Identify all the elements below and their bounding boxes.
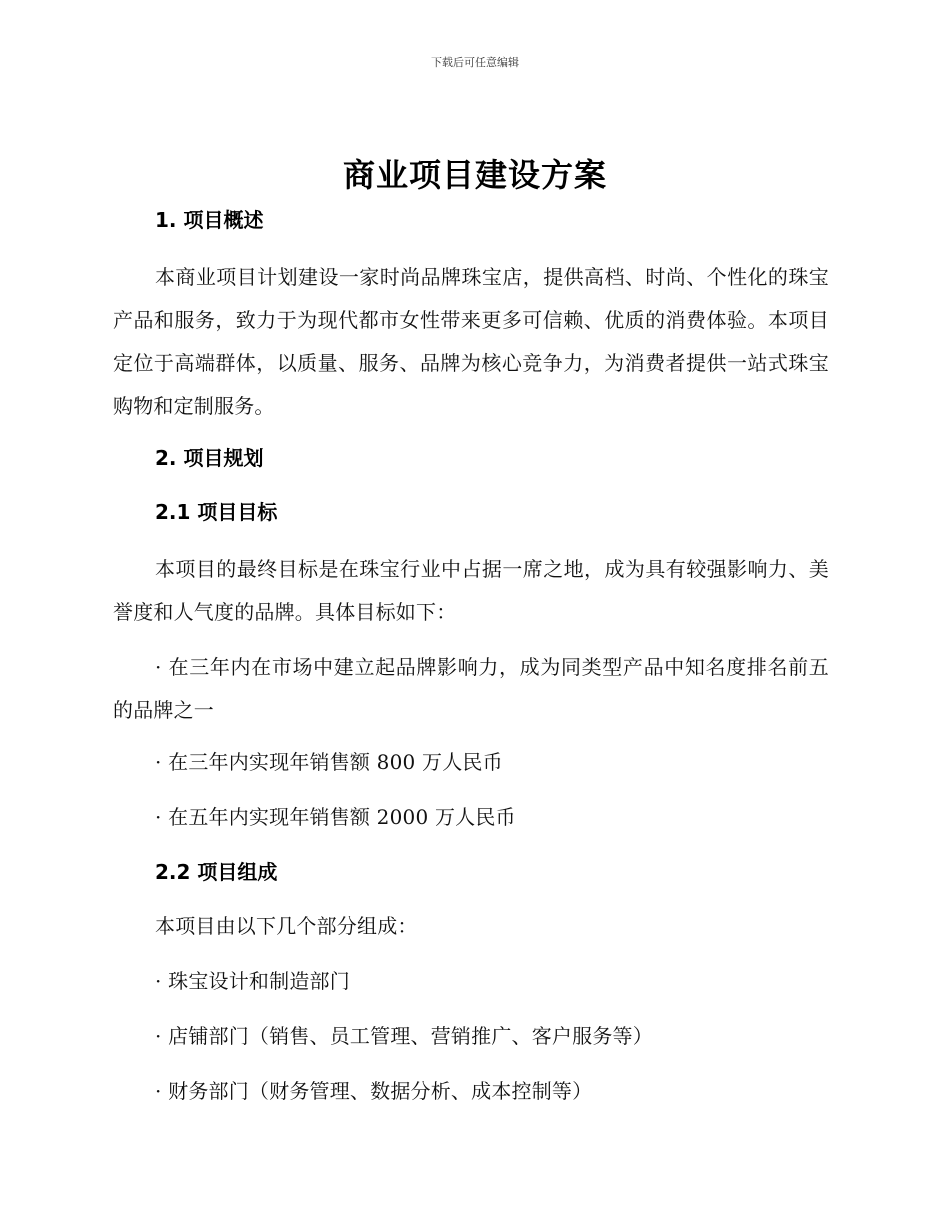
composition-bullet-text: 珠宝设计和制造部门 (168, 969, 350, 993)
goal-bullet-text: 在三年内在市场中建立起品牌影响力，成为同类型产品中知名度排名前五的品牌之一 (113, 655, 829, 722)
goal-bullet-text: 在三年内实现年销售额 800 万人民币 (168, 750, 503, 774)
bullet-marker: · (155, 969, 162, 993)
section-heading-overview: 1. 项目概述 (155, 208, 264, 232)
overview-paragraph: 本商业项目计划建设一家时尚品牌珠宝店，提供高档、时尚、个性化的珠宝产品和服务，致力于为现代都市女性带来更多可信赖、优质的消费体验。本项目定位于高端群体，以质量、服务、品牌为核心竞争力，为消费者提供一站式珠宝购物和定制服务。 (113, 265, 829, 418)
section-heading-planning: 2. 项目规划 (155, 446, 264, 470)
goal-bullet-text: 在五年内实现年销售额 2000 万人民币 (168, 805, 516, 829)
composition-bullet-2 (113, 1018, 829, 1054)
document-body (113, 202, 829, 1128)
composition-bullet-1 (113, 963, 829, 999)
composition-bullet-text: 店铺部门（销售、员工管理、营销推广、客户服务等） (168, 1024, 653, 1048)
subsection-heading-goals: 2.1 项目目标 (155, 500, 278, 524)
goal-bullet-3 (113, 799, 829, 835)
composition-bullet-3 (113, 1073, 829, 1109)
bullet-marker: · (155, 805, 162, 829)
bullet-marker: · (155, 1024, 162, 1048)
composition-bullet-text: 财务部门（财务管理、数据分析、成本控制等） (168, 1079, 593, 1103)
bullet-marker: · (155, 750, 162, 774)
bullet-marker: · (155, 655, 162, 679)
composition-paragraph: 本项目由以下几个部分组成： (155, 914, 418, 938)
subsection-heading-composition: 2.2 项目组成 (155, 860, 278, 884)
document-title: 商业项目建设方案 (342, 156, 607, 194)
bullet-marker: · (155, 1079, 162, 1103)
goals-paragraph: 本项目的最终目标是在珠宝行业中占据一席之地，成为具有较强影响力、美誉度和人气度的品牌。具体目标如下： (113, 557, 829, 624)
page-header-note: 下载后可任意编辑 (431, 56, 519, 69)
goal-bullet-1 (113, 646, 829, 732)
goal-bullet-2 (113, 744, 829, 780)
